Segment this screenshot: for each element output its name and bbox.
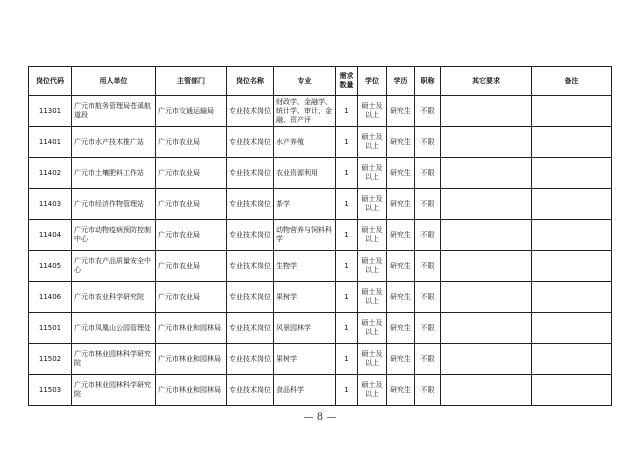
cell-code: 11403 [29,189,72,220]
cell-dept: 广元市林业和园林局 [156,313,227,344]
cell-dept: 广元市农业局 [156,158,227,189]
cell-title: 不限 [415,251,441,282]
header-count: 需求数量 [336,67,358,96]
cell-code: 11401 [29,127,72,158]
cell-unit: 广元市水产技术推广站 [72,127,156,158]
cell-count: 1 [336,313,358,344]
header-unit: 用人单位 [72,67,156,96]
cell-degree: 硕士及以上 [358,344,387,375]
cell-title: 不限 [415,220,441,251]
cell-major: 风景园林学 [274,313,336,344]
cell-count: 1 [336,127,358,158]
table-header-row [29,67,612,96]
cell-count: 1 [336,189,358,220]
cell-other [441,189,532,220]
cell-remark [532,313,612,344]
cell-major: 果树学 [274,282,336,313]
table-row [29,313,612,344]
cell-dept: 广元市交通运输局 [156,96,227,127]
cell-position: 专业技术岗位 [227,375,274,406]
cell-major: 动物营养与饲料科学 [274,220,336,251]
cell-other [441,96,532,127]
cell-major: 生物学 [274,251,336,282]
cell-education: 研究生 [387,127,415,158]
cell-other [441,313,532,344]
cell-other [441,158,532,189]
job-positions-table [28,66,612,406]
cell-education: 研究生 [387,344,415,375]
cell-education: 研究生 [387,251,415,282]
header-dept: 主管部门 [156,67,227,96]
cell-title: 不限 [415,158,441,189]
cell-unit: 广元市农产品质量安全中心 [72,251,156,282]
header-other: 其它要求 [441,67,532,96]
cell-education: 研究生 [387,282,415,313]
header-remark: 备注 [532,67,612,96]
cell-count: 1 [336,375,358,406]
cell-count: 1 [336,96,358,127]
cell-position: 专业技术岗位 [227,313,274,344]
cell-dept: 广元市林业和园林局 [156,375,227,406]
cell-count: 1 [336,251,358,282]
table-row [29,220,612,251]
cell-major: 食品科学 [274,375,336,406]
cell-other [441,220,532,251]
cell-dept: 广元市农业局 [156,189,227,220]
cell-title: 不限 [415,189,441,220]
header-degree: 学位 [358,67,387,96]
cell-degree: 硕士及以上 [358,251,387,282]
cell-degree: 硕士及以上 [358,220,387,251]
table-row [29,96,612,127]
cell-unit: 广元市经济作物管理站 [72,189,156,220]
cell-other [441,251,532,282]
cell-position: 专业技术岗位 [227,220,274,251]
header-major: 专业 [274,67,336,96]
cell-major: 水产养殖 [274,127,336,158]
cell-major: 茶学 [274,189,336,220]
cell-major: 财政学、金融学、统计学、审计、金融、资产评 [274,96,336,127]
cell-dept: 广元市林业和园林局 [156,344,227,375]
header-code: 岗位代码 [29,67,72,96]
cell-count: 1 [336,220,358,251]
header-education: 学历 [387,67,415,96]
cell-code: 11301 [29,96,72,127]
cell-position: 专业技术岗位 [227,282,274,313]
cell-dept: 广元市农业局 [156,251,227,282]
cell-other [441,127,532,158]
cell-count: 1 [336,158,358,189]
cell-education: 研究生 [387,313,415,344]
cell-education: 研究生 [387,375,415,406]
cell-other [441,375,532,406]
page-number: — 8 — [303,412,337,423]
cell-remark [532,96,612,127]
cell-other [441,344,532,375]
cell-remark [532,158,612,189]
cell-unit: 广元市农业科学研究院 [72,282,156,313]
cell-code: 11503 [29,375,72,406]
table-row [29,251,612,282]
cell-remark [532,220,612,251]
cell-title: 不限 [415,313,441,344]
cell-unit: 广元市林业园林科学研究院 [72,375,156,406]
cell-position: 专业技术岗位 [227,251,274,282]
table-row [29,375,612,406]
cell-degree: 硕士及以上 [358,158,387,189]
cell-dept: 广元市农业局 [156,127,227,158]
cell-position: 专业技术岗位 [227,189,274,220]
cell-count: 1 [336,344,358,375]
cell-code: 11501 [29,313,72,344]
cell-position: 专业技术岗位 [227,96,274,127]
cell-remark [532,251,612,282]
cell-degree: 硕士及以上 [358,375,387,406]
cell-title: 不限 [415,96,441,127]
cell-position: 专业技术岗位 [227,158,274,189]
cell-degree: 硕士及以上 [358,282,387,313]
table-row [29,189,612,220]
cell-unit: 广元市凤凰山公园管理处 [72,313,156,344]
table-row [29,344,612,375]
cell-education: 研究生 [387,220,415,251]
cell-dept: 广元市农业局 [156,282,227,313]
cell-dept: 广元市农业局 [156,220,227,251]
cell-unit: 广元市动物疫病预防控制中心 [72,220,156,251]
cell-code: 11402 [29,158,72,189]
cell-education: 研究生 [387,96,415,127]
cell-code: 11405 [29,251,72,282]
cell-position: 专业技术岗位 [227,344,274,375]
cell-code: 11502 [29,344,72,375]
cell-code: 11406 [29,282,72,313]
cell-unit: 广元市林业园林科学研究院 [72,344,156,375]
cell-unit: 广元市土壤肥料工作站 [72,158,156,189]
cell-remark [532,344,612,375]
cell-code: 11404 [29,220,72,251]
cell-remark [532,282,612,313]
cell-education: 研究生 [387,189,415,220]
cell-remark [532,127,612,158]
cell-title: 不限 [415,282,441,313]
cell-education: 研究生 [387,158,415,189]
cell-major: 果树学 [274,344,336,375]
table-row [29,158,612,189]
cell-other [441,282,532,313]
cell-degree: 硕士及以上 [358,313,387,344]
header-title: 职称 [415,67,441,96]
cell-remark [532,189,612,220]
cell-major: 农业资源利用 [274,158,336,189]
table-row [29,127,612,158]
cell-position: 专业技术岗位 [227,127,274,158]
cell-title: 不限 [415,127,441,158]
cell-unit: 广元市航务管理局苍溪航道段 [72,96,156,127]
cell-remark [532,375,612,406]
header-position: 岗位名称 [227,67,274,96]
table-row [29,282,612,313]
cell-degree: 硕士及以上 [358,96,387,127]
cell-count: 1 [336,282,358,313]
cell-title: 不限 [415,375,441,406]
cell-degree: 硕士及以上 [358,189,387,220]
cell-title: 不限 [415,344,441,375]
cell-degree: 硕士及以上 [358,127,387,158]
